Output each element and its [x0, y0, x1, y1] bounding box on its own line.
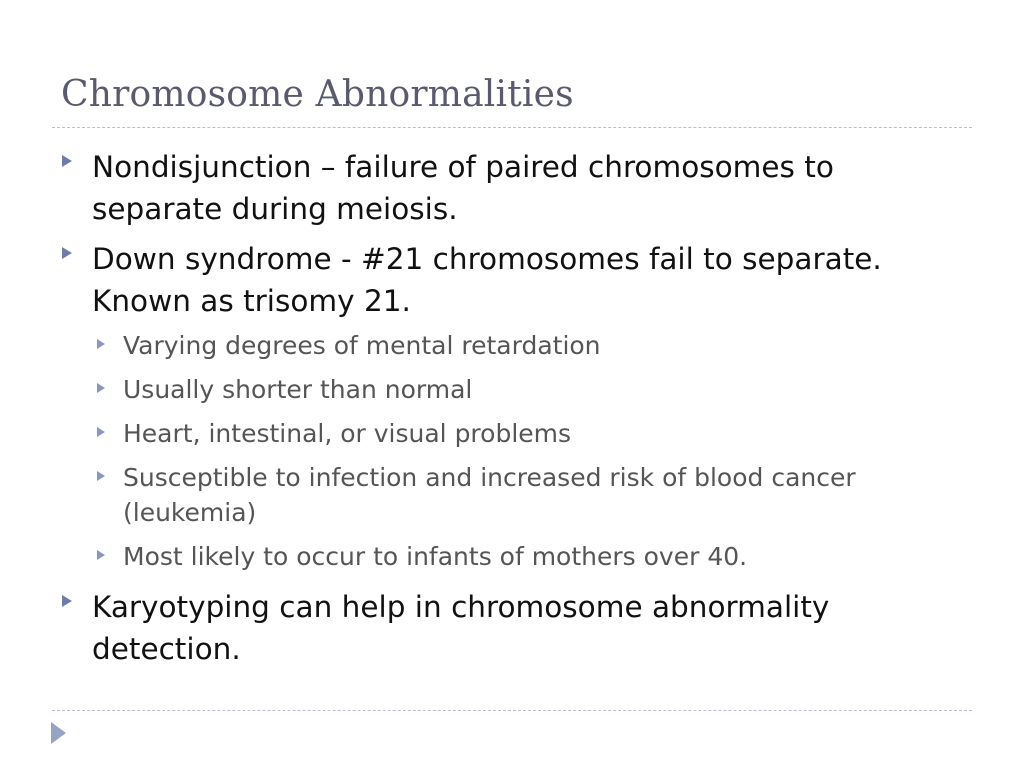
slide-title: Chromosome Abnormalities [61, 74, 574, 115]
sub-bullet-item [60, 372, 960, 407]
bullet-item [60, 238, 960, 322]
sub-bullet-text: Usually shorter than normal [123, 375, 473, 404]
title-divider [52, 127, 972, 128]
triangle-bullet-icon [97, 383, 105, 393]
next-slide-arrow-icon[interactable] [51, 722, 66, 744]
triangle-bullet-icon [97, 550, 105, 560]
sub-bullet-text: Heart, intestinal, or visual problems [123, 419, 572, 448]
sub-bullet-text: Most likely to occur to infants of mothers over 40. [123, 542, 748, 571]
sub-bullet-item [60, 460, 960, 530]
bullet-text: Karyotyping can help in chromosome abnormality detection. [92, 590, 830, 666]
sub-bullet-text: Varying degrees of mental retardation [123, 331, 601, 360]
sub-bullet-item [60, 416, 960, 451]
sub-bullet-item [60, 539, 960, 574]
triangle-bullet-icon [62, 247, 72, 259]
triangle-bullet-icon [62, 595, 72, 607]
bullet-text: Nondisjunction – failure of paired chromosomes to separate during meiosis. [92, 150, 834, 226]
footer-divider [52, 710, 972, 711]
bullet-item [60, 146, 960, 230]
triangle-bullet-icon [97, 427, 105, 437]
sub-bullet-text: Susceptible to infection and increased risk of blood cancer (leukemia) [123, 463, 856, 527]
triangle-bullet-icon [97, 339, 105, 349]
bullet-item [60, 586, 960, 670]
triangle-bullet-icon [62, 155, 72, 167]
bullet-list [60, 146, 960, 678]
bullet-text: Down syndrome - #21 chromosomes fail to separate. Known as trisomy 21. [92, 242, 882, 318]
triangle-bullet-icon [97, 471, 105, 481]
sub-bullet-item [60, 328, 960, 363]
